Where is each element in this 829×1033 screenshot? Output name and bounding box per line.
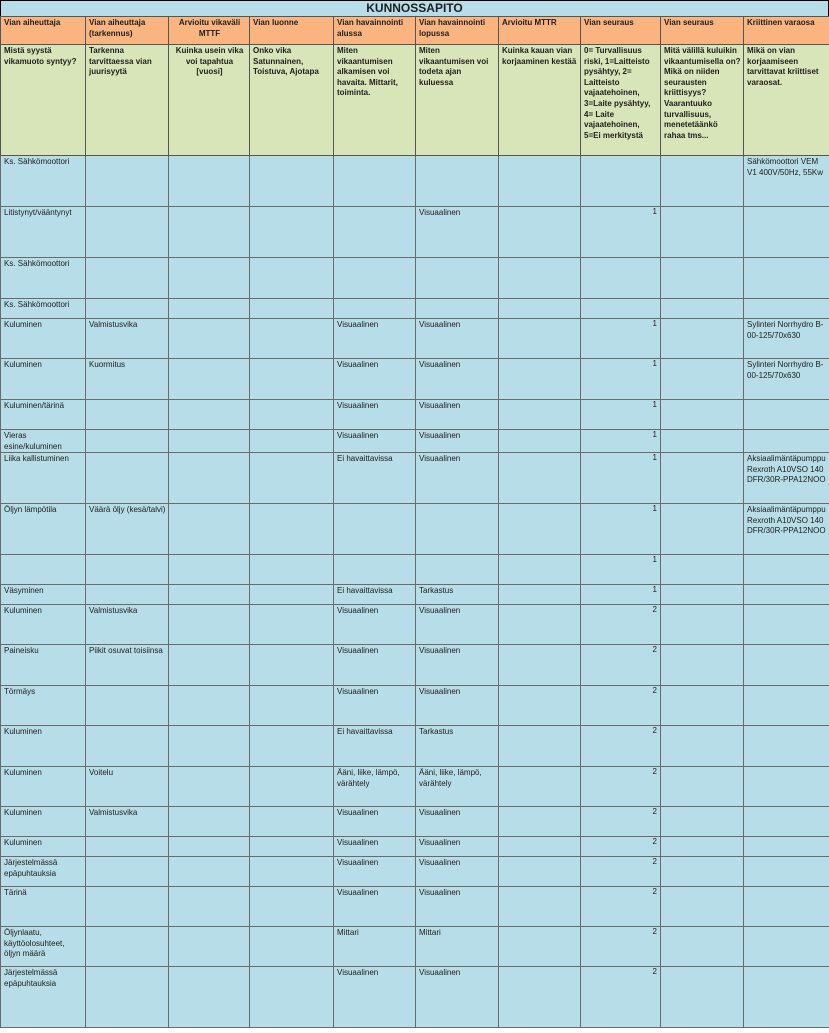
table-cell[interactable] bbox=[86, 967, 169, 1028]
table-cell[interactable] bbox=[86, 887, 169, 927]
table-cell[interactable] bbox=[250, 258, 334, 299]
table-cell[interactable]: Törmäys bbox=[1, 686, 86, 726]
table-cell[interactable]: Visuaalinen bbox=[416, 645, 499, 686]
table-cell[interactable] bbox=[1, 555, 86, 585]
table-cell[interactable] bbox=[661, 156, 744, 207]
table-cell[interactable] bbox=[661, 967, 744, 1028]
table-cell[interactable]: Visuaalinen bbox=[416, 807, 499, 837]
table-row bbox=[1, 453, 829, 504]
table-cell[interactable] bbox=[581, 299, 661, 319]
table-cell[interactable]: Väärä öljy (kesä/talvi) bbox=[86, 504, 169, 555]
table-cell[interactable]: Visuaalinen bbox=[334, 400, 416, 430]
table-cell[interactable] bbox=[169, 299, 250, 319]
table-cell[interactable] bbox=[499, 967, 581, 1028]
table-cell[interactable] bbox=[250, 585, 334, 605]
table-cell[interactable] bbox=[744, 207, 829, 258]
table-row bbox=[1, 726, 829, 767]
table-cell[interactable]: Visuaalinen bbox=[416, 319, 499, 359]
table-cell[interactable] bbox=[86, 927, 169, 967]
table-cell[interactable] bbox=[86, 258, 169, 299]
table-cell[interactable]: 2 bbox=[581, 837, 661, 857]
sheet-title: KUNNOSSAPITO bbox=[0, 0, 829, 17]
table-cell[interactable]: Visuaalinen bbox=[334, 359, 416, 400]
table-cell[interactable] bbox=[86, 299, 169, 319]
table-cell[interactable]: Valmistusvika bbox=[86, 605, 169, 645]
table-cell[interactable] bbox=[661, 359, 744, 400]
column-header[interactable]: Vian aiheuttaja (tarkennus) bbox=[86, 17, 169, 45]
table-cell[interactable]: 1 bbox=[581, 400, 661, 430]
table-cell[interactable]: Kuormitus bbox=[86, 359, 169, 400]
table-cell[interactable] bbox=[334, 258, 416, 299]
table-cell[interactable]: Visuaalinen bbox=[334, 837, 416, 857]
table-cell[interactable]: Ks. Sähkömoottori bbox=[1, 299, 86, 319]
table-cell[interactable] bbox=[499, 400, 581, 430]
table-cell[interactable] bbox=[250, 319, 334, 359]
table-cell[interactable]: Visuaalinen bbox=[416, 605, 499, 645]
table-cell[interactable]: Järjestelmässä epäpuhtauksia bbox=[1, 857, 86, 887]
table-cell[interactable] bbox=[744, 645, 829, 686]
table-cell[interactable] bbox=[744, 837, 829, 857]
table-cell[interactable]: Paineisku bbox=[1, 645, 86, 686]
table-cell[interactable] bbox=[169, 726, 250, 767]
table-cell[interactable] bbox=[499, 430, 581, 453]
table-cell[interactable] bbox=[499, 555, 581, 585]
table-cell[interactable] bbox=[499, 207, 581, 258]
table-cell[interactable] bbox=[86, 585, 169, 605]
table-cell[interactable]: Visuaalinen bbox=[334, 967, 416, 1028]
table-cell[interactable] bbox=[250, 430, 334, 453]
table-cell[interactable] bbox=[169, 837, 250, 857]
table-cell[interactable] bbox=[250, 927, 334, 967]
table-cell[interactable]: Visuaalinen bbox=[416, 453, 499, 504]
table-cell[interactable]: 1 bbox=[581, 555, 661, 585]
table-cell[interactable]: Visuaalinen bbox=[416, 837, 499, 857]
table-cell[interactable] bbox=[661, 504, 744, 555]
column-description[interactable]: Kuinka kauan vian korjaaminen kestää bbox=[499, 45, 581, 156]
table-cell[interactable]: 1 bbox=[581, 430, 661, 453]
table-cell[interactable]: Kuluminen/tärinä bbox=[1, 400, 86, 430]
table-cell[interactable]: 2 bbox=[581, 686, 661, 726]
table-row bbox=[1, 927, 829, 967]
table-cell[interactable] bbox=[169, 430, 250, 453]
table-cell[interactable] bbox=[744, 967, 829, 1028]
table-cell[interactable] bbox=[250, 207, 334, 258]
table-cell[interactable] bbox=[169, 359, 250, 400]
table-cell[interactable] bbox=[169, 645, 250, 686]
column-description[interactable]: Miten vikaantumisen voi todeta ajan kuluessa bbox=[416, 45, 499, 156]
table-cell[interactable]: Kuluminen bbox=[1, 605, 86, 645]
table-cell[interactable] bbox=[744, 927, 829, 967]
table-cell[interactable] bbox=[499, 258, 581, 299]
table-cell[interactable] bbox=[250, 359, 334, 400]
table-cell[interactable]: 2 bbox=[581, 857, 661, 887]
table-cell[interactable] bbox=[499, 453, 581, 504]
table-cell[interactable] bbox=[744, 857, 829, 887]
column-description[interactable]: 0= Turvallisuus riski, 1=Laitteisto pysähtyy, 2= Laitteisto vajaatehoinen, 3=Laite pysähtyy, 4= Laite vajaatehoinen, 5=Ei merkitystä bbox=[581, 45, 661, 156]
table-cell[interactable] bbox=[334, 555, 416, 585]
table-cell[interactable] bbox=[86, 686, 169, 726]
table-cell[interactable]: 2 bbox=[581, 726, 661, 767]
table-cell[interactable] bbox=[661, 258, 744, 299]
table-cell[interactable]: Ei havaittavissa bbox=[334, 453, 416, 504]
table-cell[interactable] bbox=[169, 400, 250, 430]
table-row bbox=[1, 807, 829, 837]
table-cell[interactable]: Visuaalinen bbox=[334, 605, 416, 645]
table-cell[interactable]: Visuaalinen bbox=[416, 967, 499, 1028]
table-cell[interactable] bbox=[661, 927, 744, 967]
table-cell[interactable]: Ei havaittavissa bbox=[334, 726, 416, 767]
column-header[interactable]: Vian aiheuttaja bbox=[1, 17, 86, 45]
table-cell[interactable]: Tarkastus bbox=[416, 726, 499, 767]
table-cell[interactable]: Liika kallistuminen bbox=[1, 453, 86, 504]
table-cell[interactable]: Visuaalinen bbox=[334, 430, 416, 453]
table-cell[interactable] bbox=[499, 837, 581, 857]
table-cell[interactable]: Sylinteri Norrhydro B-00-125/70x630 bbox=[744, 359, 829, 400]
table-cell[interactable] bbox=[499, 887, 581, 927]
table-cell[interactable]: 1 bbox=[581, 359, 661, 400]
table-cell[interactable] bbox=[661, 605, 744, 645]
table-cell[interactable] bbox=[250, 767, 334, 807]
table-cell[interactable] bbox=[169, 319, 250, 359]
table-cell[interactable] bbox=[744, 767, 829, 807]
table-cell[interactable] bbox=[499, 726, 581, 767]
table-cell[interactable]: Ääni, liike, lämpö, värähtely bbox=[334, 767, 416, 807]
table-cell[interactable] bbox=[169, 504, 250, 555]
table-cell[interactable] bbox=[661, 645, 744, 686]
column-header[interactable]: Arvioitu MTTR bbox=[499, 17, 581, 45]
column-header[interactable]: Kriittinen varaosa bbox=[744, 17, 829, 45]
table-cell[interactable]: Visuaalinen bbox=[416, 887, 499, 927]
table-cell[interactable] bbox=[416, 156, 499, 207]
table-cell[interactable] bbox=[744, 400, 829, 430]
table-cell[interactable] bbox=[334, 207, 416, 258]
table-cell[interactable] bbox=[499, 857, 581, 887]
column-header[interactable]: Vian luonne bbox=[250, 17, 334, 45]
table-cell[interactable]: 2 bbox=[581, 605, 661, 645]
table-row bbox=[1, 207, 829, 258]
column-description[interactable]: Miten vikaantumisen alkamisen voi havaita. Mittarit, toiminta. bbox=[334, 45, 416, 156]
table-cell[interactable] bbox=[169, 807, 250, 837]
column-description[interactable]: Mitä välillä kuluikin vikaantumisella on? Mikä on niiden seurausten kriittisyys? Vaarantuuko turvallisuus, menetetäänkö rahaa tms... bbox=[661, 45, 744, 156]
table-cell[interactable] bbox=[499, 605, 581, 645]
table-cell[interactable] bbox=[581, 258, 661, 299]
table-cell[interactable] bbox=[499, 686, 581, 726]
table-cell[interactable] bbox=[250, 645, 334, 686]
table-row bbox=[1, 767, 829, 807]
table-cell[interactable] bbox=[86, 726, 169, 767]
table-cell[interactable] bbox=[169, 767, 250, 807]
table-cell[interactable] bbox=[499, 807, 581, 837]
table-cell[interactable]: Visuaalinen bbox=[334, 645, 416, 686]
table-cell[interactable]: Öljyn lämpötila bbox=[1, 504, 86, 555]
table-cell[interactable]: 2 bbox=[581, 967, 661, 1028]
table-cell[interactable]: Visuaalinen bbox=[334, 857, 416, 887]
table-row bbox=[1, 400, 829, 430]
table-cell[interactable] bbox=[744, 299, 829, 319]
table-row bbox=[1, 967, 829, 1028]
table-cell[interactable] bbox=[250, 605, 334, 645]
table-cell[interactable] bbox=[661, 837, 744, 857]
table-cell[interactable]: 2 bbox=[581, 767, 661, 807]
table-cell[interactable] bbox=[499, 359, 581, 400]
table-cell[interactable] bbox=[661, 453, 744, 504]
table-cell[interactable]: Visuaalinen bbox=[416, 359, 499, 400]
table-cell[interactable] bbox=[86, 837, 169, 857]
header-row bbox=[1, 17, 829, 45]
table-cell[interactable] bbox=[250, 504, 334, 555]
table-cell[interactable]: Litistynyt/vääntynyt bbox=[1, 207, 86, 258]
table-cell[interactable]: Visuaalinen bbox=[416, 430, 499, 453]
table-cell[interactable] bbox=[250, 686, 334, 726]
table-cell[interactable] bbox=[744, 605, 829, 645]
table-cell[interactable] bbox=[250, 857, 334, 887]
table-cell[interactable] bbox=[661, 585, 744, 605]
table-cell[interactable]: Aksiaalimäntäpumppu Rexroth A10VSO 140 DFR/30R-PPA12NOO bbox=[744, 453, 829, 504]
table-cell[interactable]: 1 bbox=[581, 504, 661, 555]
table-cell[interactable] bbox=[744, 887, 829, 927]
table-cell[interactable] bbox=[744, 807, 829, 837]
table-cell[interactable]: Aksiaalimäntäpumppu Rexroth A10VSO 140 DFR/30R-PPA12NOO bbox=[744, 504, 829, 555]
table-cell[interactable]: Valmistusvika bbox=[86, 807, 169, 837]
table-cell[interactable] bbox=[86, 453, 169, 504]
maintenance-table bbox=[0, 16, 829, 1028]
table-cell[interactable] bbox=[250, 156, 334, 207]
table-cell[interactable]: Visuaalinen bbox=[416, 207, 499, 258]
table-cell[interactable] bbox=[661, 555, 744, 585]
table-cell[interactable] bbox=[169, 686, 250, 726]
table-cell[interactable] bbox=[250, 837, 334, 857]
description-row bbox=[1, 45, 829, 156]
table-cell[interactable]: Sylinteri Norrhydro B-00-125/70x630 bbox=[744, 319, 829, 359]
column-header[interactable]: Arvioitu vikaväli MTTF bbox=[169, 17, 250, 45]
table-cell[interactable] bbox=[169, 585, 250, 605]
column-header[interactable]: Vian seuraus bbox=[661, 17, 744, 45]
table-cell[interactable]: Visuaalinen bbox=[416, 400, 499, 430]
table-cell[interactable]: Ks. Sähkömoottori bbox=[1, 156, 86, 207]
table-cell[interactable] bbox=[169, 887, 250, 927]
table-cell[interactable] bbox=[86, 555, 169, 585]
table-row bbox=[1, 156, 829, 207]
table-cell[interactable] bbox=[661, 319, 744, 359]
table-cell[interactable] bbox=[334, 156, 416, 207]
table-cell[interactable] bbox=[499, 767, 581, 807]
table-cell[interactable] bbox=[169, 207, 250, 258]
table-cell[interactable]: 2 bbox=[581, 887, 661, 927]
table-row bbox=[1, 299, 829, 319]
table-cell[interactable] bbox=[661, 299, 744, 319]
column-description[interactable]: Tarkenna tarvittaessa vian juurisyytä bbox=[86, 45, 169, 156]
table-cell[interactable] bbox=[744, 726, 829, 767]
table-cell[interactable]: 2 bbox=[581, 927, 661, 967]
table-cell[interactable] bbox=[661, 430, 744, 453]
table-cell[interactable]: 1 bbox=[581, 207, 661, 258]
column-description[interactable]: Kuinka usein vika voi tapahtua [vuosi] bbox=[169, 45, 250, 156]
table-cell[interactable] bbox=[499, 927, 581, 967]
table-cell[interactable] bbox=[86, 207, 169, 258]
table-cell[interactable] bbox=[86, 400, 169, 430]
table-row bbox=[1, 555, 829, 585]
column-description[interactable]: Onko vika Satunnainen, Toistuva, Ajotapa bbox=[250, 45, 334, 156]
table-cell[interactable]: Visuaalinen bbox=[334, 887, 416, 927]
table-cell[interactable] bbox=[744, 430, 829, 453]
table-row bbox=[1, 837, 829, 857]
table-cell[interactable]: Kuluminen bbox=[1, 807, 86, 837]
table-cell[interactable] bbox=[169, 605, 250, 645]
table-cell[interactable]: Valmistusvika bbox=[86, 319, 169, 359]
table-cell[interactable]: Ääni, liike, lämpö, värähtely bbox=[416, 767, 499, 807]
table-cell[interactable]: Voitelu bbox=[86, 767, 169, 807]
table-cell[interactable] bbox=[499, 319, 581, 359]
table-cell[interactable] bbox=[334, 504, 416, 555]
table-cell[interactable] bbox=[86, 857, 169, 887]
table-cell[interactable] bbox=[169, 927, 250, 967]
table-cell[interactable]: Visuaalinen bbox=[334, 319, 416, 359]
table-cell[interactable] bbox=[499, 504, 581, 555]
table-cell[interactable] bbox=[250, 299, 334, 319]
table-cell[interactable]: 2 bbox=[581, 807, 661, 837]
table-cell[interactable] bbox=[661, 400, 744, 430]
table-cell[interactable] bbox=[416, 258, 499, 299]
table-cell[interactable] bbox=[661, 857, 744, 887]
table-cell[interactable] bbox=[169, 967, 250, 1028]
table-cell[interactable] bbox=[744, 585, 829, 605]
table-cell[interactable]: Vieras esine/kuluminen bbox=[1, 430, 86, 453]
table-cell[interactable] bbox=[416, 299, 499, 319]
table-cell[interactable]: Öljynlaatu, käyttöolosuhteet, öljyn määrä bbox=[1, 927, 86, 967]
table-cell[interactable]: 2 bbox=[581, 645, 661, 686]
table-cell[interactable]: Ks. Sähkömoottori bbox=[1, 258, 86, 299]
table-cell[interactable]: Visuaalinen bbox=[334, 807, 416, 837]
table-cell[interactable] bbox=[661, 686, 744, 726]
table-cell[interactable]: 1 bbox=[581, 585, 661, 605]
table-cell[interactable] bbox=[250, 453, 334, 504]
table-cell[interactable]: Visuaalinen bbox=[416, 857, 499, 887]
table-cell[interactable] bbox=[499, 156, 581, 207]
table-cell[interactable] bbox=[661, 207, 744, 258]
column-description[interactable]: Mistä syystä vikamuoto syntyy? bbox=[1, 45, 86, 156]
table-cell[interactable] bbox=[744, 686, 829, 726]
table-cell[interactable] bbox=[169, 156, 250, 207]
table-cell[interactable] bbox=[250, 555, 334, 585]
table-cell[interactable] bbox=[499, 299, 581, 319]
table-row bbox=[1, 430, 829, 453]
table-row bbox=[1, 887, 829, 927]
table-cell[interactable]: 1 bbox=[581, 319, 661, 359]
column-header[interactable]: Vian seuraus bbox=[581, 17, 661, 45]
table-cell[interactable] bbox=[661, 887, 744, 927]
table-cell[interactable] bbox=[661, 807, 744, 837]
table-cell[interactable]: Mittari bbox=[334, 927, 416, 967]
table-cell[interactable]: Visuaalinen bbox=[416, 686, 499, 726]
table-row bbox=[1, 258, 829, 299]
column-header[interactable]: Vian havainnointi alussa bbox=[334, 17, 416, 45]
table-cell[interactable]: Kuluminen bbox=[1, 767, 86, 807]
table-cell[interactable] bbox=[499, 585, 581, 605]
table-cell[interactable] bbox=[169, 453, 250, 504]
table-cell[interactable]: Väsyminen bbox=[1, 585, 86, 605]
table-cell[interactable] bbox=[169, 857, 250, 887]
table-cell[interactable] bbox=[250, 807, 334, 837]
table-cell[interactable]: Sähkömoottori VEM V1 400V/50Hz, 55Kw bbox=[744, 156, 829, 207]
table-cell[interactable]: Ei havaittavissa bbox=[334, 585, 416, 605]
table-cell[interactable]: Mittari bbox=[416, 927, 499, 967]
table-cell[interactable]: 1 bbox=[581, 453, 661, 504]
table-cell[interactable] bbox=[86, 156, 169, 207]
table-cell[interactable] bbox=[169, 258, 250, 299]
table-row bbox=[1, 605, 829, 645]
table-cell[interactable] bbox=[250, 887, 334, 927]
table-cell[interactable]: Tärinä bbox=[1, 887, 86, 927]
table-cell[interactable] bbox=[334, 299, 416, 319]
table-cell[interactable] bbox=[744, 258, 829, 299]
column-description[interactable]: Mikä on vian korjaamiseen tarvittavat kriittiset varaosat. bbox=[744, 45, 829, 156]
table-cell[interactable]: Järjestelmässä epäpuhtauksia bbox=[1, 967, 86, 1028]
table-cell[interactable]: Tarkastus bbox=[416, 585, 499, 605]
table-body bbox=[1, 156, 829, 1028]
table-cell[interactable] bbox=[416, 555, 499, 585]
table-row bbox=[1, 319, 829, 359]
table-cell[interactable] bbox=[169, 555, 250, 585]
table-row bbox=[1, 585, 829, 605]
table-row bbox=[1, 645, 829, 686]
table-row bbox=[1, 504, 829, 555]
table-cell[interactable]: Kuluminen bbox=[1, 319, 86, 359]
table-cell[interactable] bbox=[86, 430, 169, 453]
table-cell[interactable]: Piikit osuvat toisiinsa bbox=[86, 645, 169, 686]
table-row bbox=[1, 359, 829, 400]
table-cell[interactable] bbox=[499, 645, 581, 686]
table-cell[interactable]: Visuaalinen bbox=[334, 686, 416, 726]
table-cell[interactable] bbox=[250, 400, 334, 430]
table-row bbox=[1, 686, 829, 726]
table-cell[interactable] bbox=[661, 726, 744, 767]
column-header[interactable]: Vian havainnointi lopussa bbox=[416, 17, 499, 45]
table-cell[interactable] bbox=[581, 156, 661, 207]
table-cell[interactable]: Kuluminen bbox=[1, 726, 86, 767]
table-cell[interactable] bbox=[250, 726, 334, 767]
table-cell[interactable] bbox=[661, 767, 744, 807]
table-cell[interactable] bbox=[744, 555, 829, 585]
table-row bbox=[1, 857, 829, 887]
table-cell[interactable] bbox=[416, 504, 499, 555]
table-cell[interactable]: Kuluminen bbox=[1, 837, 86, 857]
table-cell[interactable] bbox=[250, 967, 334, 1028]
table-cell[interactable]: Kuluminen bbox=[1, 359, 86, 400]
